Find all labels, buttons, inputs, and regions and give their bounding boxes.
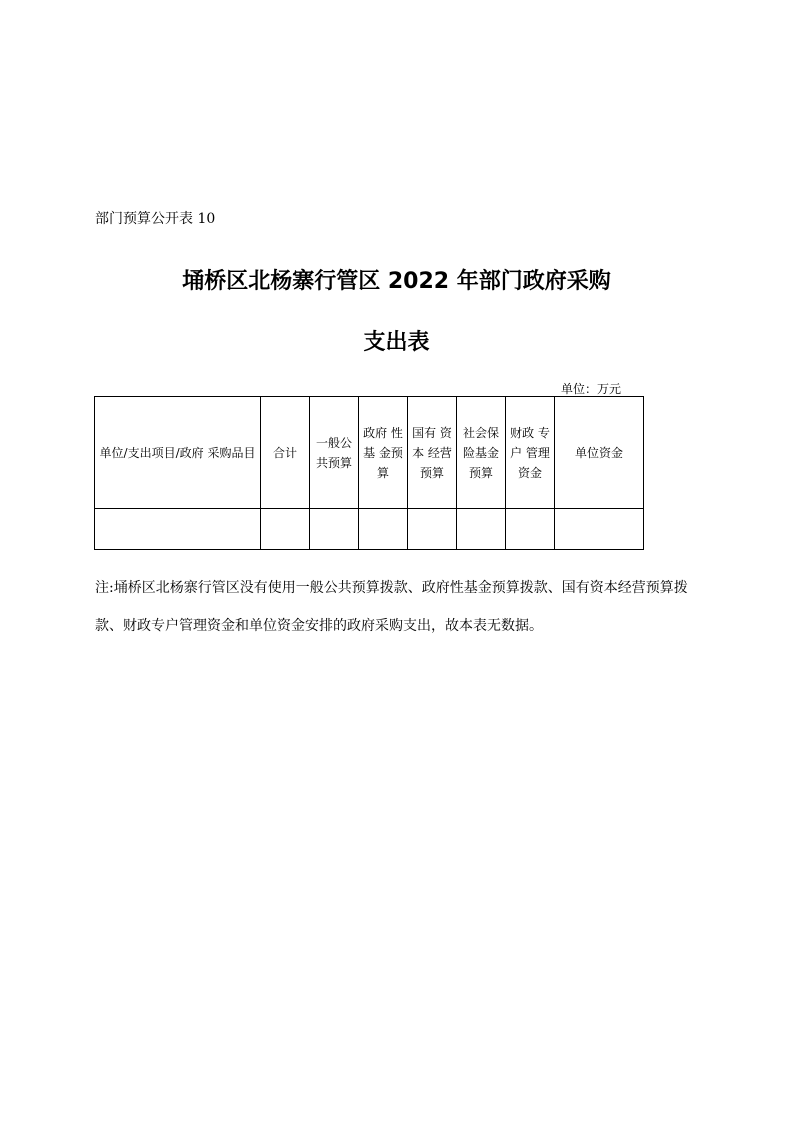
table-cell <box>555 509 644 550</box>
table-number-label: 部门预算公开表 10 <box>95 211 216 227</box>
header-social-insurance-budget: 社会保险基金预算 <box>457 397 506 509</box>
document-title: 埇桥区北杨寨行管区 2022 年部门政府采购 <box>182 269 611 294</box>
header-government-fund-budget: 政府 性基 金预算 <box>359 397 408 509</box>
table-row <box>95 509 644 550</box>
header-unit-item: 单位/支出项目/政府 采购品目 <box>95 397 261 509</box>
table-cell <box>506 509 555 550</box>
table-cell <box>359 509 408 550</box>
table-cell <box>95 509 261 550</box>
document-title-continued: 支出表 <box>363 330 430 355</box>
table-cell <box>310 509 359 550</box>
table-header-row <box>95 397 644 509</box>
header-unit-funds: 单位资金 <box>555 397 644 509</box>
table-cell <box>408 509 457 550</box>
header-general-public-budget: 一般公共预算 <box>310 397 359 509</box>
unit-label: 单位：万元 <box>560 382 621 396</box>
procurement-expenditure-table <box>94 396 644 550</box>
table-cell <box>457 509 506 550</box>
header-state-capital-budget: 国有 资本 经营预算 <box>408 397 457 509</box>
header-special-account-funds: 财政 专户 管理资金 <box>506 397 555 509</box>
header-total: 合计 <box>261 397 310 509</box>
table-footnote: 注:埇桥区北杨寨行管区没有使用一般公共预算拨款、政府性基金预算拨款、国有资本经营预算拨款、财政专户管理资金和单位资金安排的政府采购支出，故本表无数据。 <box>95 580 688 634</box>
table-cell <box>261 509 310 550</box>
